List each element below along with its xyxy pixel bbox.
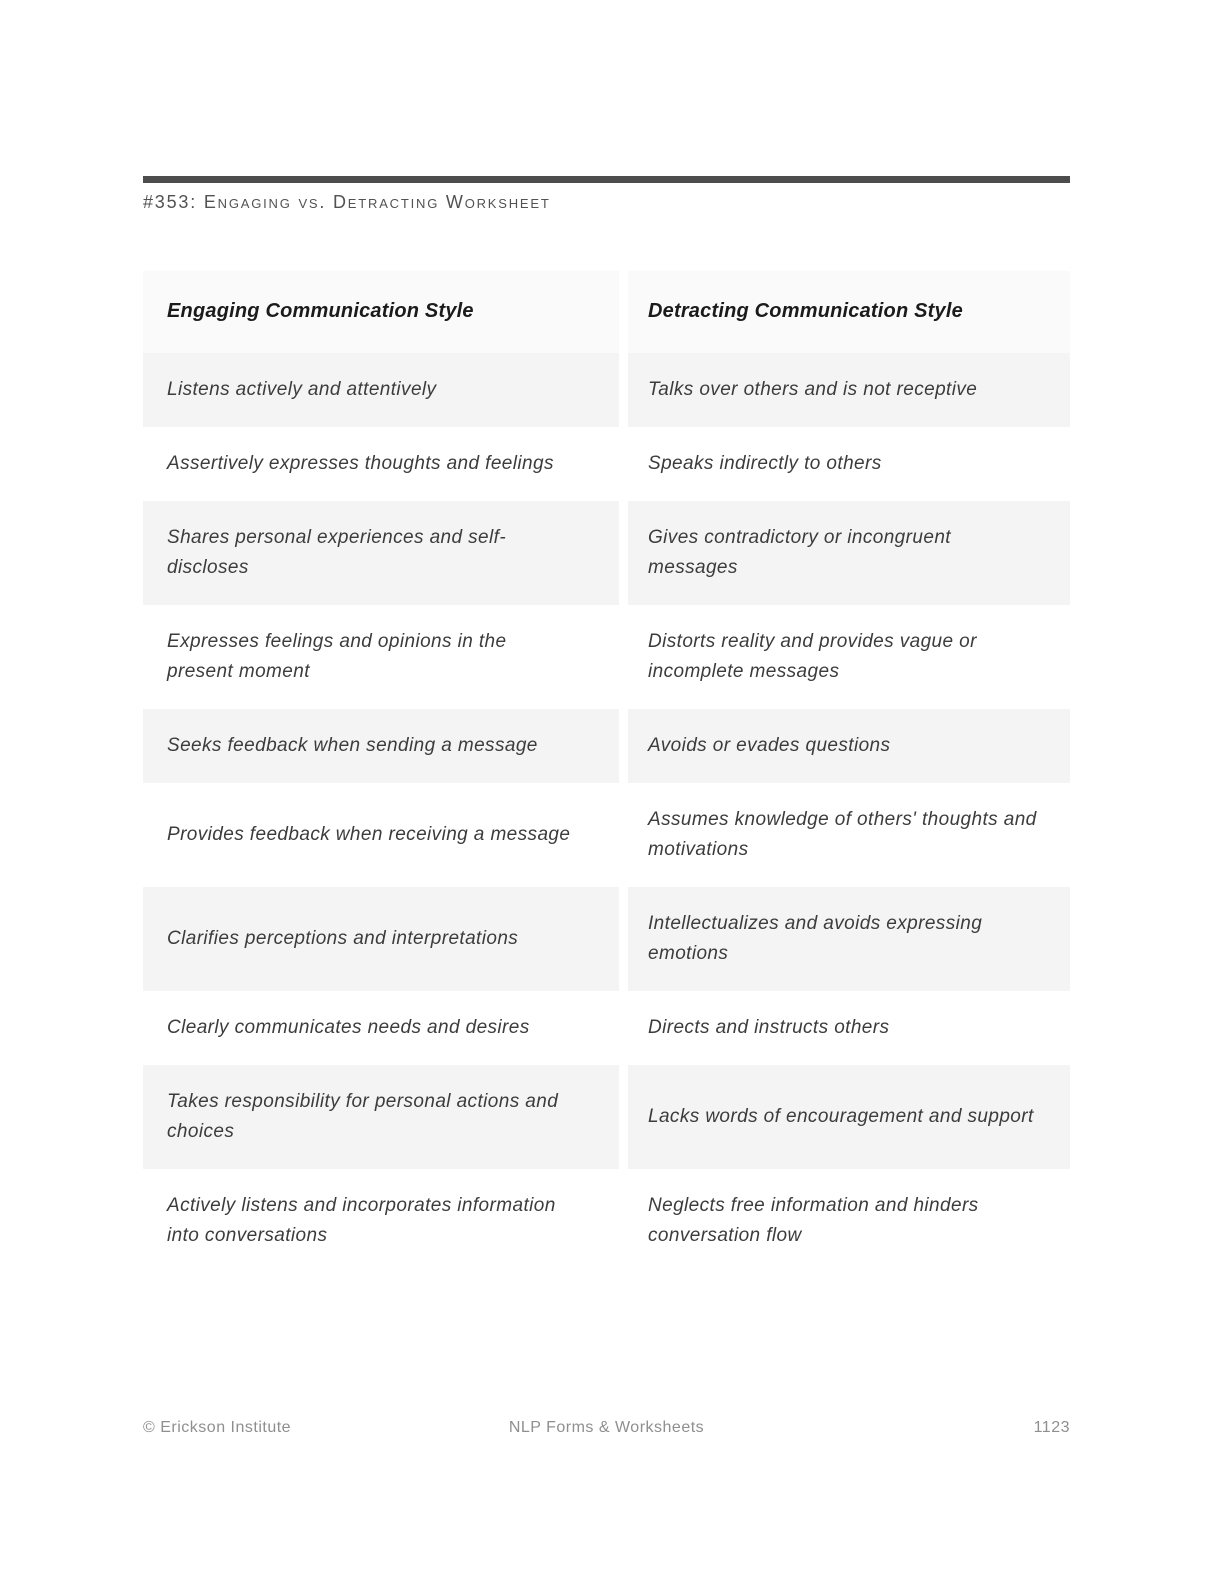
engaging-cell: Clarifies perceptions and interpretations [143,887,619,991]
table-row [143,1065,1070,1169]
engaging-cell: Clearly communicates needs and desires [167,1016,530,1038]
header-rule [143,176,1070,183]
table-body [143,353,1070,1273]
detracting-cell: Intellectualizes and avoids expressing emotions [628,887,1070,991]
detracting-cell: Distorts reality and provides vague or incomplete messages [648,630,977,682]
table-row [143,709,1070,783]
table-row [143,427,1070,501]
detracting-cell: Speaks indirectly to others [648,452,882,474]
engaging-cell: Takes responsibility for personal actions and choices [143,1065,619,1169]
engaging-cell: Expresses feelings and opinions in the present moment [167,630,507,682]
detracting-cell: Neglects free information and hinders conversation flow [648,1194,979,1246]
engaging-cell: Seeks feedback when sending a message [143,709,619,783]
detracting-cell: Directs and instructs others [648,1016,890,1038]
engaging-cell: Assertively expresses thoughts and feelings [167,452,554,474]
comparison-table [143,271,1070,1273]
table-row [143,501,1070,605]
table-row [143,1169,1070,1273]
detracting-cell: Assumes knowledge of others' thoughts and motivations [648,808,1037,860]
table-row [143,353,1070,427]
table-row [143,605,1070,709]
engaging-cell: Actively listens and incorporates information into conversations [167,1194,556,1246]
table-row [143,991,1070,1065]
page-footer [143,1419,1070,1437]
footer-book-title: NLP Forms & Worksheets [508,1418,705,1436]
detracting-cell: Talks over others and is not receptive [628,353,1070,427]
column-header-detracting: Detracting Communication Style [628,271,1070,353]
table-header-row [143,271,1070,353]
table-row [143,783,1070,887]
footer-copyright: © Erickson Institute [143,1418,292,1436]
detracting-cell: Lacks words of encouragement and support [628,1065,1070,1169]
column-header-engaging: Engaging Communication Style [143,271,619,353]
detracting-cell: Avoids or evades questions [628,709,1070,783]
table-row [143,887,1070,991]
footer-page-number: 1123 [1033,1418,1070,1436]
detracting-cell: Gives contradictory or incongruent messages [628,501,1070,605]
page-title: #353: Engaging vs. Detracting Worksheet [143,192,551,212]
engaging-cell: Shares personal experiences and self-discloses [143,501,619,605]
engaging-cell: Provides feedback when receiving a message [167,823,571,845]
engaging-cell: Listens actively and attentively [143,353,619,427]
